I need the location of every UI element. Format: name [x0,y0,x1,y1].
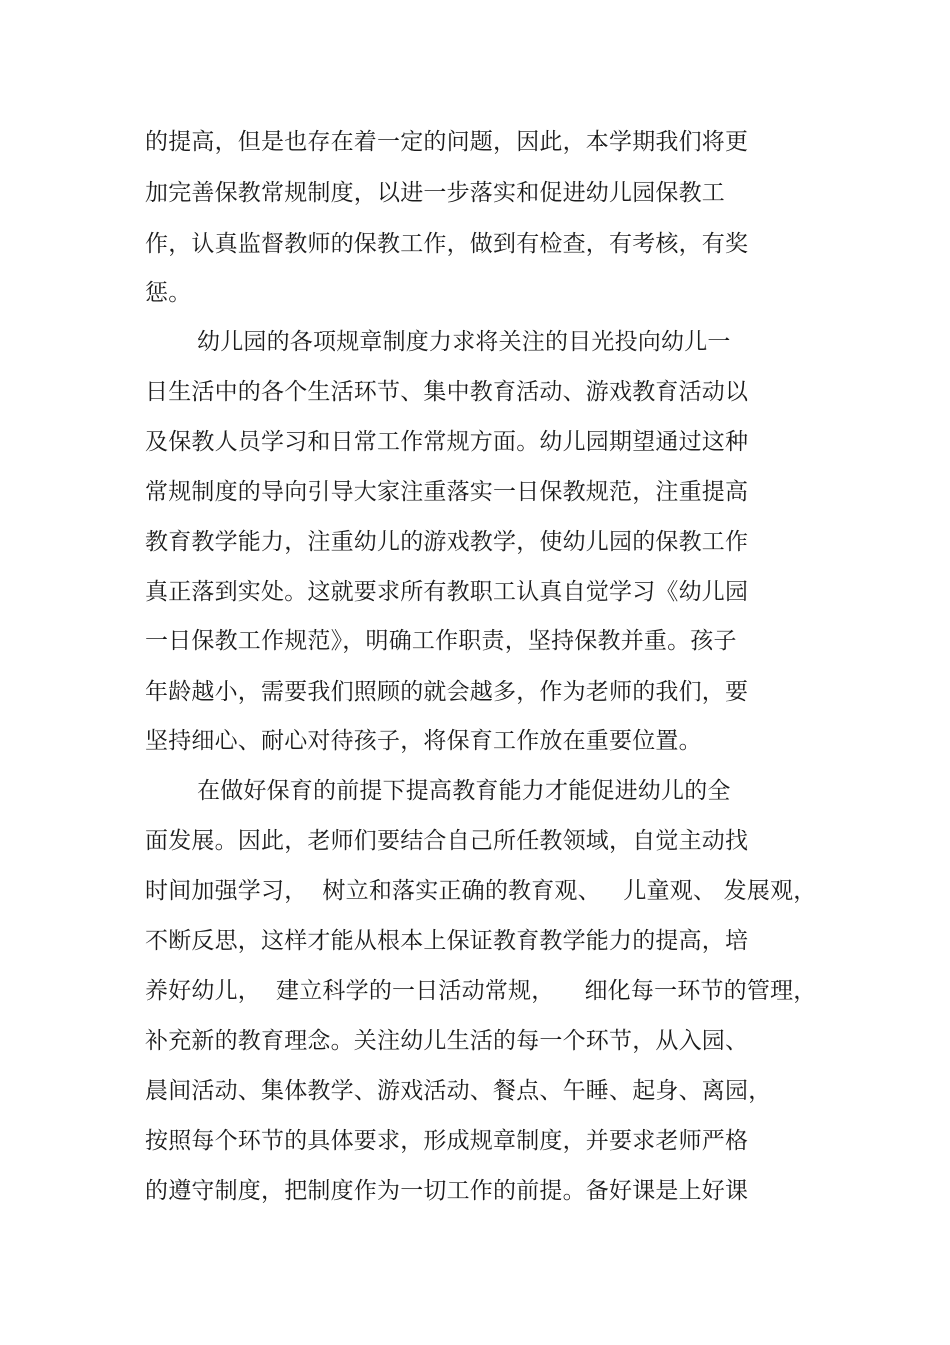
text-line: 一日保教工作规范》，明确工作职责，坚持保教并重。孩子 [145,628,737,654]
text-line: 的提高，但是也存在着一定的问题，因此，本学期我们将更 [145,129,749,155]
text-line: 的遵守制度，把制度作为一切工作的前提。备好课是上好课 [145,1178,749,1204]
text-line: 晨间活动、集体教学、游戏活动、餐点、午睡、起身、离园， [145,1078,772,1104]
text-line: 加完善保教常规制度，以进一步落实和促进幼儿园保教工 [145,180,725,206]
text-line: 惩。 [145,280,192,306]
text-line: 时间加强学习， 树立和落实正确的教育观、 儿童观、 发展观， [145,878,817,904]
text-line: 不断反思，这样才能从根本上保证教育教学能力的提高，培 [145,928,749,954]
text-line: 年龄越小，需要我们照顾的就会越多，作为老师的我们，要 [145,679,749,705]
text-line: 及保教人员学习和日常工作常规方面。幼儿园期望通过这种 [145,429,749,455]
text-line: 坚持细心、耐心对待孩子，将保育工作放在重要位置。 [145,728,702,754]
text-line: 按照每个环节的具体要求，形成规章制度，并要求老师严格 [145,1128,749,1154]
text-line: 补充新的教育理念。关注幼儿生活的每一个环节，从入园、 [145,1028,749,1054]
text-line: 作，认真监督教师的保教工作，做到有检查，有考核，有奖 [145,231,749,257]
text-line: 养好幼儿， 建立科学的一日活动常规， 细化每一环节的管理， [145,978,817,1004]
paragraph-start-line: 在做好保育的前提下提高教育能力才能促进幼儿的全 [197,778,731,804]
text-line: 真正落到实处。这就要求所有教职工认真自觉学习《幼儿园 [145,579,749,605]
text-line: 日生活中的各个生活环节、集中教育活动、游戏教育活动以 [145,379,749,405]
text-line: 面发展。因此，老师们要结合自己所任教领域，自觉主动找 [145,828,749,854]
text-line: 教育教学能力，注重幼儿的游戏教学，使幼儿园的保教工作 [145,529,749,555]
text-line: 常规制度的导向引导大家注重落实一日保教规范，注重提高 [145,479,749,505]
paragraph-start-line: 幼儿园的各项规章制度力求将关注的目光投向幼儿一 [197,329,731,355]
